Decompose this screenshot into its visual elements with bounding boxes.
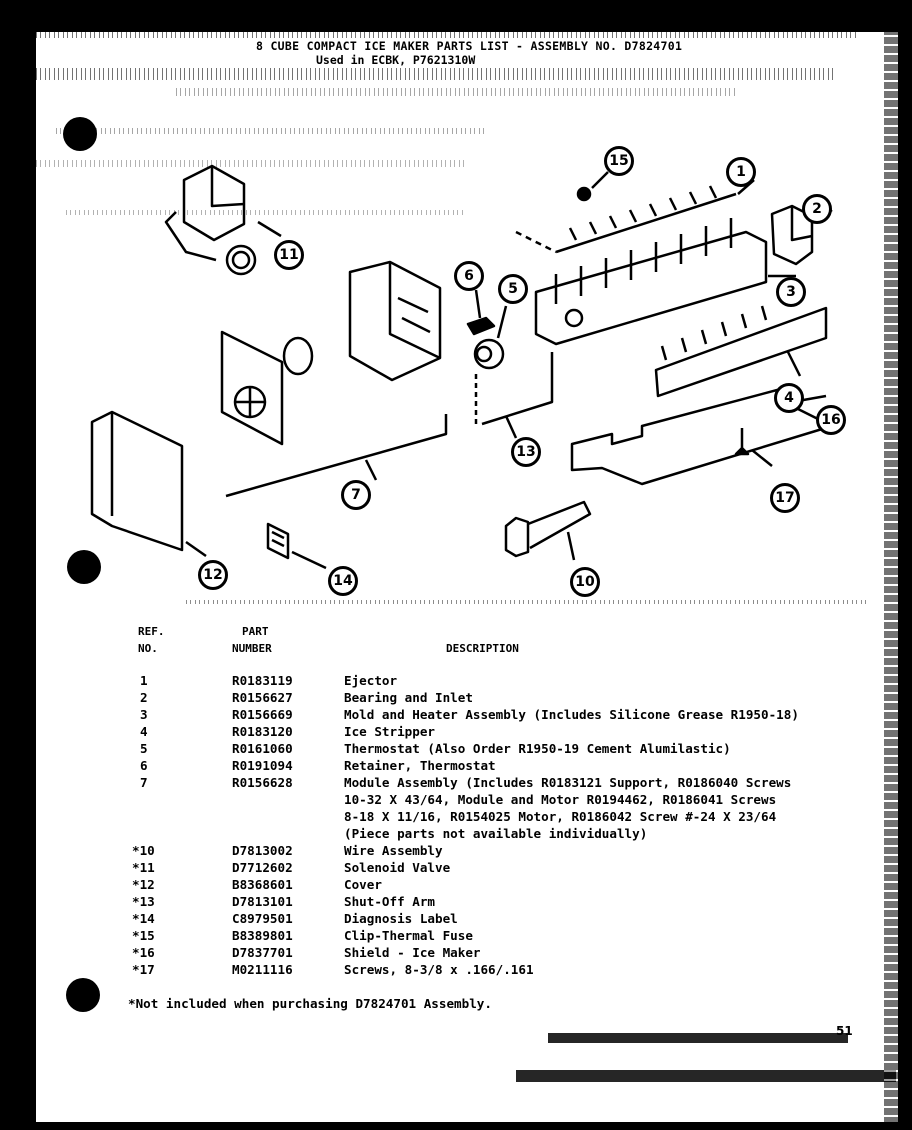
solenoid-valve-drawing xyxy=(166,166,281,274)
description-continued: (Piece parts not available individually) xyxy=(344,826,648,841)
callout-12: 12 xyxy=(198,560,228,590)
table-row xyxy=(36,724,898,741)
ref-no: *12 xyxy=(132,877,155,892)
cover-drawing xyxy=(92,412,206,556)
table-row-continuation xyxy=(36,826,898,843)
description-continued: 8-18 X 11/16, R0154025 Motor, R0186042 Screw #-24 X 23/64 xyxy=(344,809,777,824)
table-row xyxy=(36,673,898,690)
table-row xyxy=(36,877,898,894)
table-row xyxy=(36,741,898,758)
description: Ice Stripper xyxy=(344,724,435,739)
ref-no: *13 xyxy=(132,894,155,909)
page-number: 51 xyxy=(836,1024,853,1038)
callout-11: 11 xyxy=(274,240,304,270)
table-row xyxy=(36,911,898,928)
wire-assembly-drawing xyxy=(506,502,590,560)
callout-4: 4 xyxy=(774,383,804,413)
part-number: D7712602 xyxy=(232,860,293,875)
ref-no: 3 xyxy=(140,707,148,722)
scan-band xyxy=(516,1070,896,1082)
table-row xyxy=(36,945,898,962)
header-ref-line2: NO. xyxy=(138,642,158,655)
callout-5: 5 xyxy=(498,274,528,304)
ref-no: 1 xyxy=(140,673,148,688)
part-number: B8389801 xyxy=(232,928,293,943)
callout-10: 10 xyxy=(570,567,600,597)
ref-no: 2 xyxy=(140,690,148,705)
ref-no: *17 xyxy=(132,962,155,977)
part-number: R0183120 xyxy=(232,724,293,739)
table-row xyxy=(36,860,898,877)
description: Mold and Heater Assembly (Includes Silicone Grease R1950-18) xyxy=(344,707,799,722)
header-part-line1: PART xyxy=(242,625,269,638)
part-number: R0156669 xyxy=(232,707,293,722)
table-row xyxy=(36,690,898,707)
description: Solenoid Valve xyxy=(344,860,451,875)
description: Ejector xyxy=(344,673,398,688)
ref-no: 6 xyxy=(140,758,148,773)
table-row xyxy=(36,962,898,979)
callout-1: 1 xyxy=(726,157,756,187)
scan-noise xyxy=(36,32,856,38)
thermostat-drawing xyxy=(468,290,506,368)
diagram-drawing xyxy=(36,112,898,612)
description: Shut-Off Arm xyxy=(344,894,435,909)
callout-2: 2 xyxy=(802,194,832,224)
ref-no: 4 xyxy=(140,724,148,739)
part-number: R0156627 xyxy=(232,690,293,705)
header-part-line2: NUMBER xyxy=(232,642,272,655)
callout-7: 7 xyxy=(341,480,371,510)
shut-off-arm-drawing xyxy=(476,352,552,438)
callout-15: 15 xyxy=(604,146,634,176)
part-number: B8368601 xyxy=(232,877,293,892)
callout-13: 13 xyxy=(511,437,541,467)
description: Clip-Thermal Fuse xyxy=(344,928,473,943)
table-row xyxy=(36,843,898,860)
part-number: R0191094 xyxy=(232,758,293,773)
document-title: 8 CUBE COMPACT ICE MAKER PARTS LIST - ASSEMBLY NO. D7824701 xyxy=(256,39,683,53)
description: Screws, 8-3/8 x .166/.161 xyxy=(344,962,534,977)
part-number: D7837701 xyxy=(232,945,293,960)
description: Bearing and Inlet xyxy=(344,690,473,705)
part-number: D7813002 xyxy=(232,843,293,858)
exploded-parts-diagram xyxy=(36,112,898,612)
header-ref-line1: REF. xyxy=(138,625,165,638)
description: Thermostat (Also Order R1950-19 Cement Alumilastic) xyxy=(344,741,731,756)
description: Wire Assembly xyxy=(344,843,443,858)
ref-no: *16 xyxy=(132,945,155,960)
document-page xyxy=(36,32,898,1122)
ref-no: 7 xyxy=(140,775,148,790)
part-number: R0183119 xyxy=(232,673,293,688)
diagnosis-label-drawing xyxy=(268,524,326,568)
document-subtitle: Used in ECBK, P7621310W xyxy=(316,53,476,67)
table-row xyxy=(36,758,898,775)
table-row-continuation xyxy=(36,809,898,826)
part-number: M0211116 xyxy=(232,962,293,977)
callout-14: 14 xyxy=(328,566,358,596)
ice-stripper-drawing xyxy=(656,306,826,396)
table-row xyxy=(36,707,898,724)
ref-no: *14 xyxy=(132,911,155,926)
description: Cover xyxy=(344,877,382,892)
description: Shield - Ice Maker xyxy=(344,945,481,960)
callout-17: 17 xyxy=(770,483,800,513)
scan-band xyxy=(548,1033,848,1043)
callout-3: 3 xyxy=(776,277,806,307)
part-number: R0161060 xyxy=(232,741,293,756)
punch-hole xyxy=(66,978,100,1012)
footnote: *Not included when purchasing D7824701 Assembly. xyxy=(128,996,492,1011)
ref-no: 5 xyxy=(140,741,148,756)
module-assembly-drawing xyxy=(222,262,446,496)
table-row xyxy=(36,928,898,945)
part-number: C8979501 xyxy=(232,911,293,926)
part-number: D7813101 xyxy=(232,894,293,909)
part-number: R0156628 xyxy=(232,775,293,790)
ref-no: *15 xyxy=(132,928,155,943)
callout-16: 16 xyxy=(816,405,846,435)
header-description: DESCRIPTION xyxy=(446,642,519,655)
description-continued: 10-32 X 43/64, Module and Motor R0194462, R0186041 Screws xyxy=(344,792,777,807)
description: Retainer, Thermostat xyxy=(344,758,496,773)
scan-noise xyxy=(176,88,736,96)
table-row xyxy=(36,894,898,911)
callout-6: 6 xyxy=(454,261,484,291)
ref-no: *11 xyxy=(132,860,155,875)
description: Module Assembly (Includes R0183121 Support, R0186040 Screws xyxy=(344,775,792,790)
table-row xyxy=(36,775,898,792)
table-row-continuation xyxy=(36,792,898,809)
scan-noise xyxy=(36,68,836,80)
ref-no: *10 xyxy=(132,843,155,858)
description: Diagnosis Label xyxy=(344,911,458,926)
